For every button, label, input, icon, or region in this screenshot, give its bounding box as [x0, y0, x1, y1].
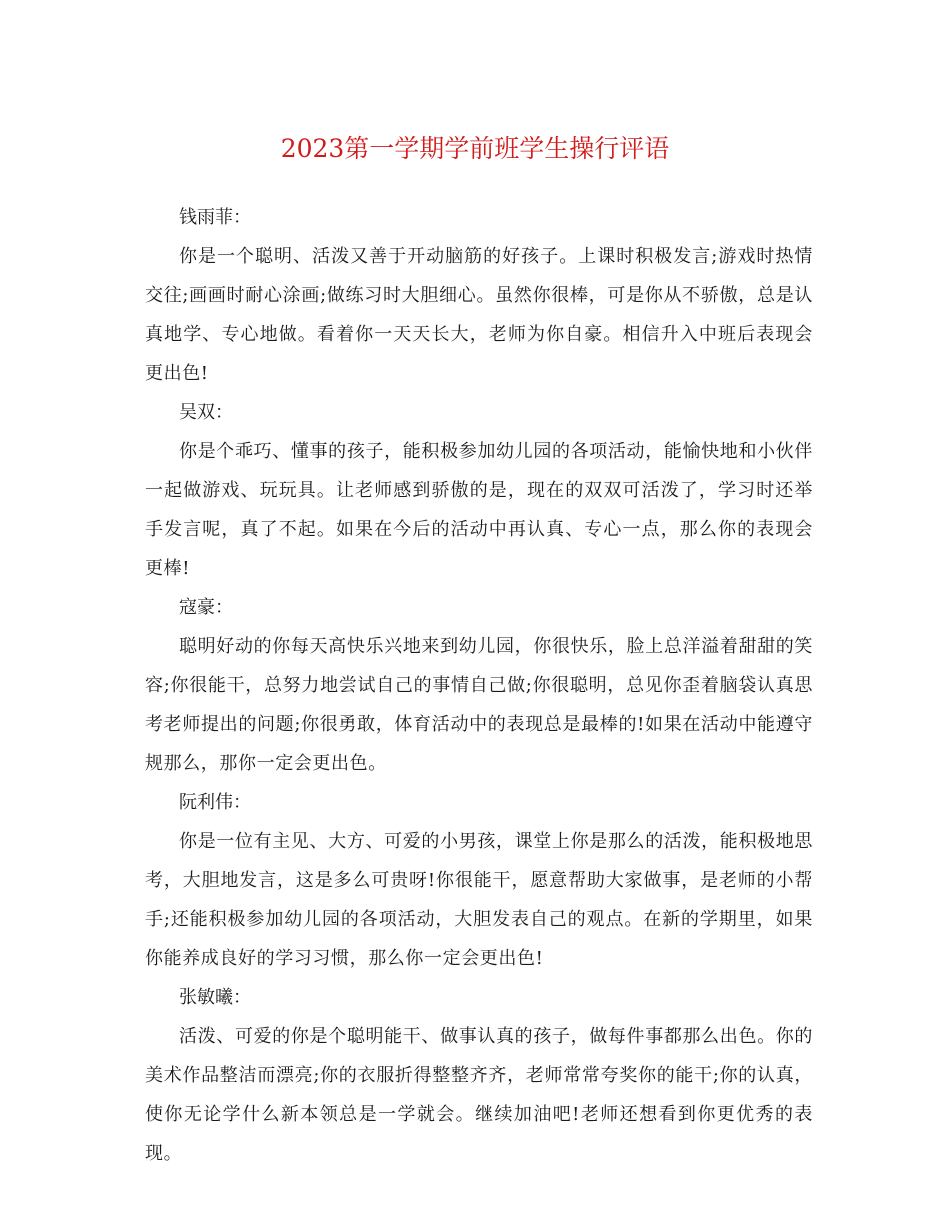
- student-name: 钱雨菲：: [179, 207, 251, 228]
- student-comment: 你是个乖巧、懂事的孩子，能积极参加幼儿园的各项活动，能愉快地和小伙伴一起做游戏、玩玩具。让老师感到骄傲的是，现在的双双可活泼了，学习时还举手发言呢，真了不起。如果在今后的活动中再认真、专心一点，那么你的表现会更棒!: [145, 441, 813, 579]
- student-comment: 你是一位有主见、大方、可爱的小男孩，课堂上你是那么的活泼，能积极地思考，大胆地发言，这是多么可贵呀!你很能干，愿意帮助大家做事，是老师的小帮手;还能积极参加幼儿园的各项活动，大胆发表自己的观点。在新的学期里，如果你能养成良好的学习习惯，那么你一定会更出色!: [145, 831, 813, 969]
- student-comment: 你是一个聪明、活泼又善于开动脑筋的好孩子。上课时积极发言;游戏时热情交往;画画时耐心涂画;做练习时大胆细心。虽然你很棒，可是你从不骄傲，总是认真地学、专心地做。看着你一天天长大，老师为你自豪。相信升入中班后表现会更出色!: [145, 246, 813, 384]
- student-name: 寇豪：: [179, 597, 233, 618]
- student-comment: 聪明好动的你每天高快乐兴地来到幼儿园，你很快乐，脸上总洋溢着甜甜的笑容;你很能干，总努力地尝试自己的事情自己做;你很聪明，总见你歪着脑袋认真思考老师提出的问题;你很勇敢，体育活动中的表现总是最棒的!如果在活动中能遵守规那么，那你一定会更出色。: [145, 636, 813, 774]
- document-title: 2023第一学期学前班学生操行评语: [280, 134, 670, 163]
- student-comment: 活泼、可爱的你是个聪明能干、做事认真的孩子，做每件事都那么出色。你的美术作品整洁而漂亮;你的衣服折得整整齐齐，老师常常夸奖你的能干;你的认真，使你无论学什么新本领总是一学就会。继续加油吧!老师还想看到你更优秀的表现。: [145, 1026, 813, 1164]
- student-name: 阮利伟：: [179, 792, 251, 813]
- document-body: [145, 198, 813, 1173]
- student-name: 张敏曦：: [179, 987, 251, 1008]
- student-name: 吴双：: [179, 402, 233, 423]
